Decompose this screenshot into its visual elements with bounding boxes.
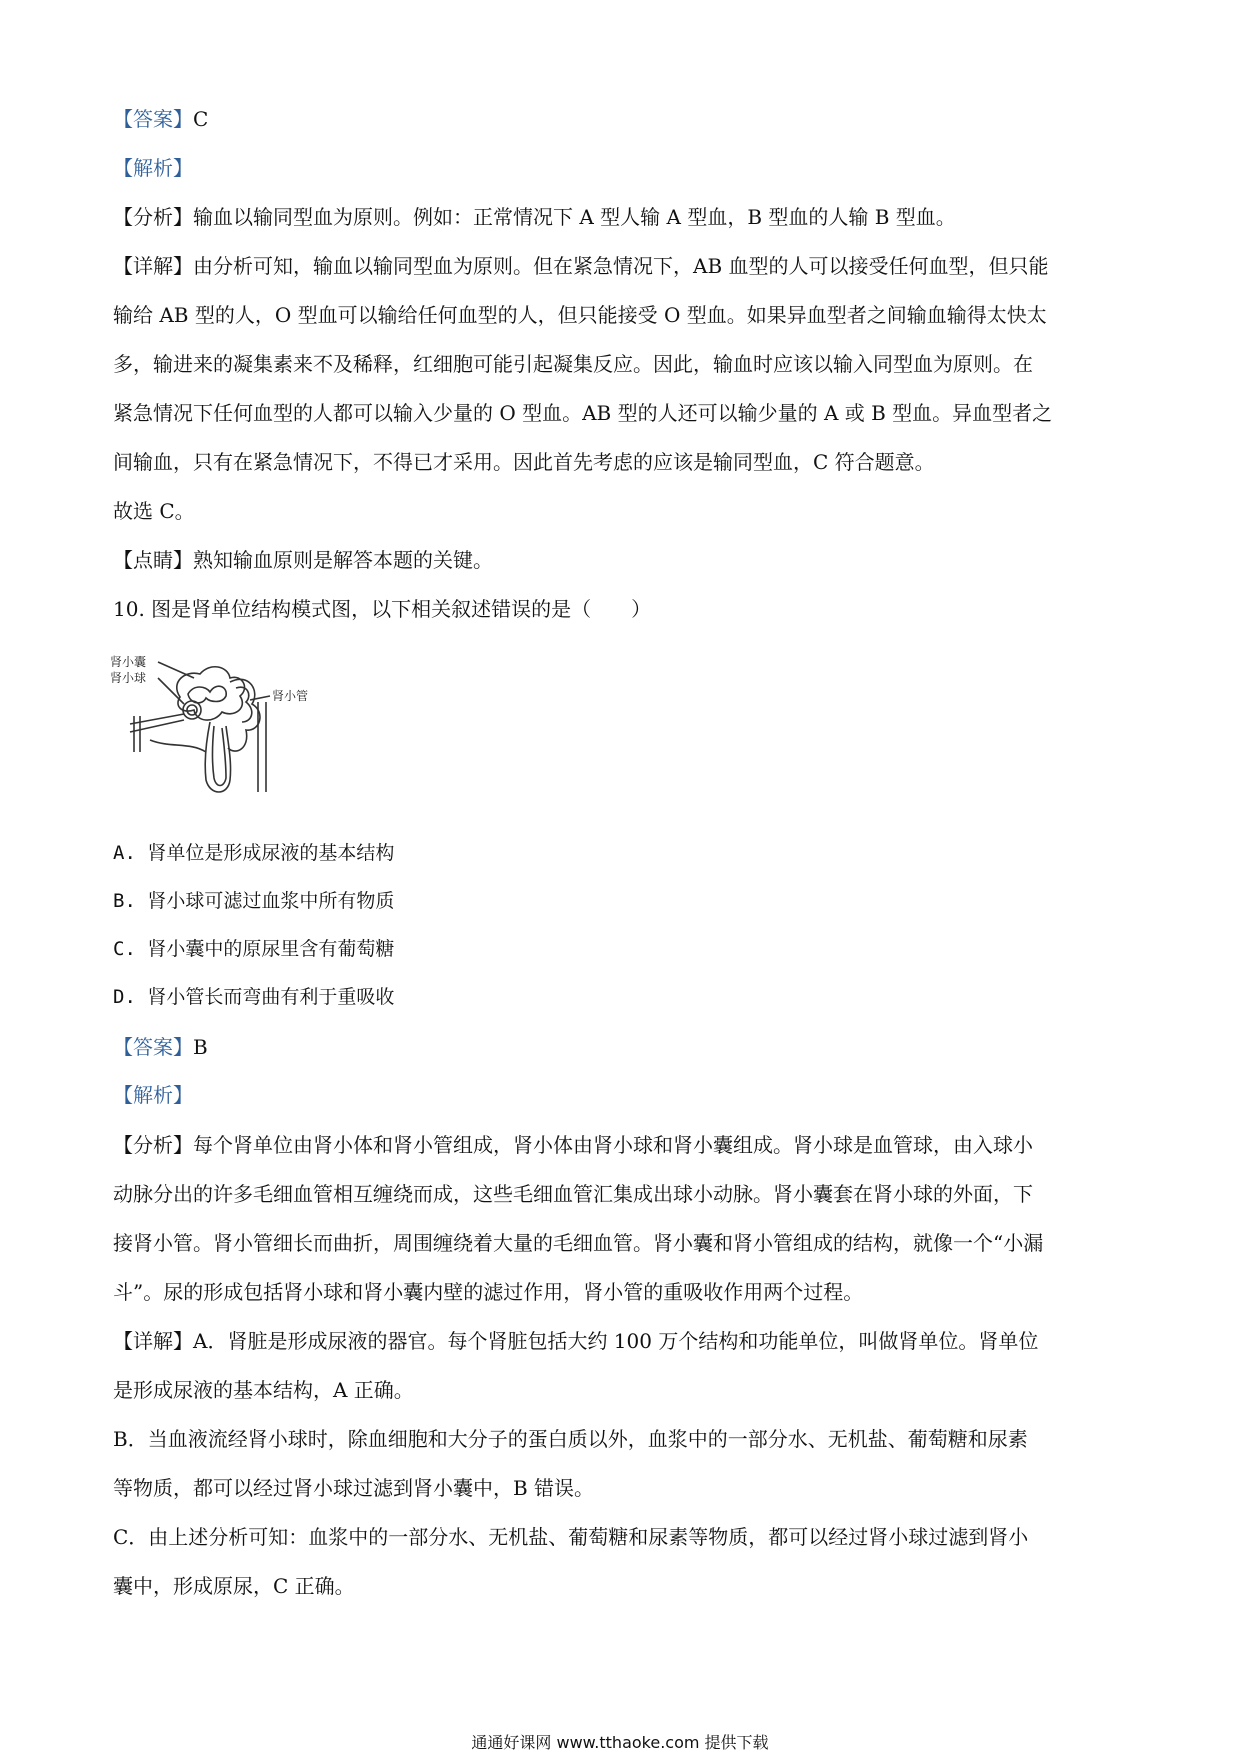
detail-line-2-2: 是形成尿液的基本结构，A 正确。 [113, 1378, 414, 1402]
detail-line-2-3: B．当血液流经肾小球时，除血细胞和大分子的蛋白质以外，血浆中的一部分水、无机盐、葡萄糖和尿素 [113, 1427, 1028, 1451]
option-a: A. 肾单位是形成尿液的基本结构 [113, 842, 395, 864]
detail-text: 由分析可知，输血以输同型血为原则。但在紧急情况下，AB 血型的人可以接受任何血型，但只能 [193, 254, 1049, 278]
fenxi-text: 输血以输同型血为原则。例如：正常情况下 A 型人输 A 型血，B 型血的人输 B 型血。 [193, 205, 956, 229]
detail-tag: 【详解】 [113, 254, 193, 278]
analysis-tag: 【解析】 [113, 156, 193, 180]
detail-line-2-6: 囊中，形成原尿，C 正确。 [113, 1574, 355, 1598]
analysis-heading-1 [113, 156, 1132, 180]
dianjing-text: 熟知输血原则是解答本题的关键。 [193, 548, 493, 572]
analysis-heading-2 [113, 1083, 1132, 1107]
option-b: B. 肾小球可滤过血浆中所有物质 [113, 890, 395, 912]
dianjing-line [113, 548, 1132, 572]
label-capsule: 肾小囊 [110, 655, 147, 669]
nephron-diagram [110, 652, 322, 804]
label-glomerulus: 肾小球 [110, 671, 147, 685]
fenxi-line-2-1 [113, 1133, 1132, 1157]
analysis-tag-2: 【解析】 [113, 1083, 193, 1107]
option-c: C. 肾小囊中的原尿里含有葡萄糖 [113, 938, 395, 960]
detail-line-1 [113, 254, 1132, 278]
dianjing-tag: 【点睛】 [113, 548, 193, 572]
option-d: D. 肾小管长而弯曲有利于重吸收 [113, 986, 395, 1008]
detail-line-2-1 [113, 1329, 1132, 1353]
fenxi-line-1 [113, 205, 1132, 229]
answer-line-1 [113, 107, 1132, 131]
fenxi-line-2-2: 动脉分出的许多毛细血管相互缠绕而成，这些毛细血管汇集成出球小动脉。肾小囊套在肾小球的外面，下 [113, 1182, 1033, 1206]
detail-line-2: 输给 AB 型的人，O 型血可以输给任何血型的人，但只能接受 O 型血。如果异血型者之间输血输得太快太 [113, 303, 1047, 327]
detail-line-2-5: C．由上述分析可知：血浆中的一部分水、无机盐、葡萄糖和尿素等物质，都可以经过肾小球过滤到肾小 [113, 1525, 1029, 1549]
detail-line-5: 间输血，只有在紧急情况下，不得已才采用。因此首先考虑的应该是输同型血，C 符合题意。 [113, 450, 935, 474]
detail-line-4: 紧急情况下任何血型的人都可以输入少量的 O 型血。AB 型的人还可以输少量的 A 或 B 型血。异血型者之 [113, 401, 1053, 425]
answer-tag-2: 【答案】 [113, 1035, 193, 1059]
fenxi-text-2: 每个肾单位由肾小体和肾小管组成，肾小体由肾小球和肾小囊组成。肾小球是血管球，由入球小 [193, 1133, 1033, 1157]
page-footer: 通通好课网 www.tthaoke.com 提供下载 [471, 1733, 769, 1752]
detail-line-3: 多，输进来的凝集素来不及稀释，红细胞可能引起凝集反应。因此，输血时应该以输入同型血为原则。在 [113, 352, 1033, 376]
answer-value: C [193, 107, 209, 131]
answer-value-2: B [193, 1035, 208, 1059]
fenxi-tag-2: 【分析】 [113, 1133, 193, 1157]
label-tubule: 肾小管 [272, 689, 309, 703]
detail-text-2: A．肾脏是形成尿液的器官。每个肾脏包括大约 100 万个结构和功能单位，叫做肾单位。肾单位 [193, 1329, 1039, 1353]
fenxi-tag: 【分析】 [113, 205, 193, 229]
detail-tag-2: 【详解】 [113, 1329, 193, 1353]
conclusion-line: 故选 C。 [113, 499, 195, 523]
question-10: 10. 图是肾单位结构模式图，以下相关叙述错误的是（ ） [113, 597, 652, 621]
detail-line-2-4: 等物质，都可以经过肾小球过滤到肾小囊中，B 错误。 [113, 1476, 595, 1500]
fenxi-line-2-3: 接肾小管。肾小管细长而曲折，周围缠绕着大量的毛细血管。肾小囊和肾小管组成的结构，就像一个“小漏 [113, 1231, 1044, 1255]
fenxi-line-2-4: 斗”。尿的形成包括肾小球和肾小囊内壁的滤过作用，肾小管的重吸收作用两个过程。 [113, 1280, 864, 1304]
answer-line-2 [113, 1035, 1132, 1059]
answer-tag: 【答案】 [113, 107, 193, 131]
